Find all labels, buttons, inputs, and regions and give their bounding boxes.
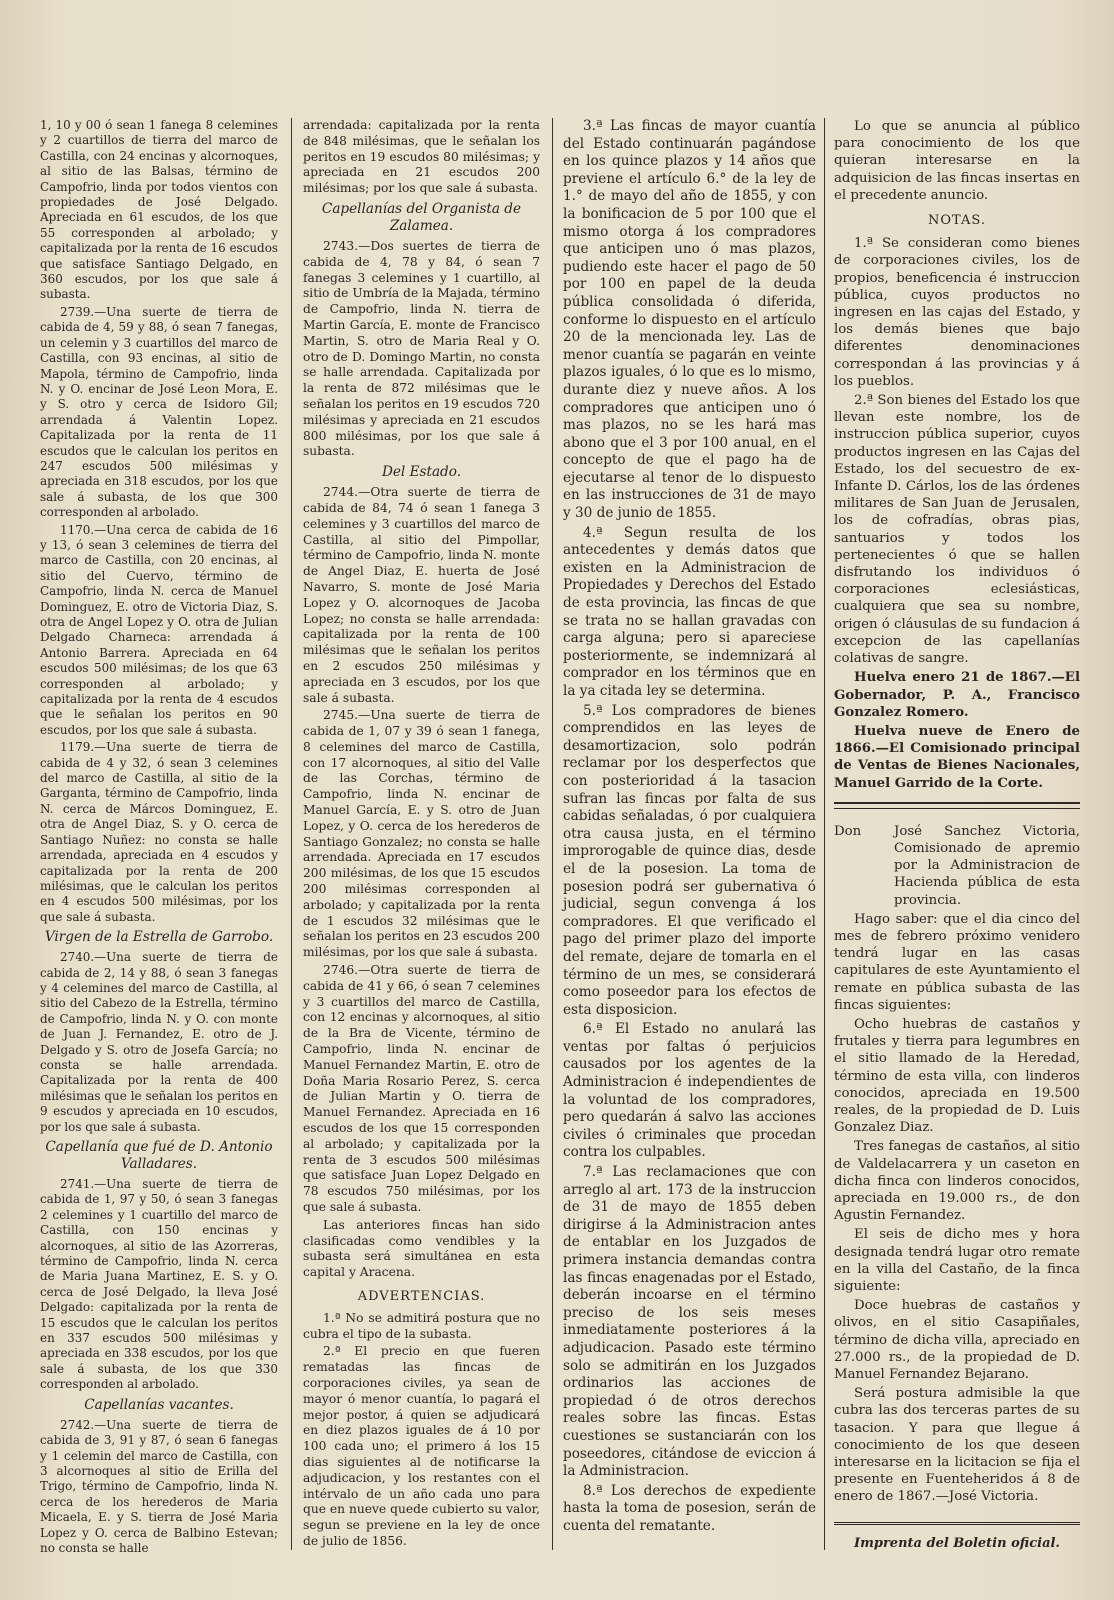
paragraph: 1, 10 y 00 ó sean 1 fanega 8 celemines y 2 cuartillos de tierra del marco de Castilla, con 24 encinas y alcornoques, al sitio de las Balsas, término de Campofrio, linda por todos vientos con propiedades de José Delgado. Apreciada en 61 escudos, de los que 55 corresponden al arbolado; y capitalizada por la renta de 16 escudos que satisface Santiago Delgado, en 360 escudos, por los que sale á subasta.: [40, 118, 279, 302]
column-2: [303, 118, 540, 1552]
section-heading: Virgen de la Estrella de Garrobo.: [44, 929, 274, 946]
advertencia-2: 2.ª El precio en que fueren rematadas las fincas de corporaciones civiles, ya sean de mayor ó menor cuantía, lo pagará el mejor postor, á quien se adjudicará en diez plazos iguales de á 10 por 100 cada uno; el primero á los 15 dias siguientes al de notificarse la adjudicacion, y los restantes con el intérvalo de un año cada uno para que en nueve quede cubierto su valor, segun se previene en la ley de once de julio de 1856.: [303, 1344, 540, 1548]
lot-1170: 1170.—Una cerca de cabida de 16 y 13, ó sean 3 celemines de tierra del marco de Castilla, con 20 encinas, al sitio del Cuervo, término de Campofrio, linda N. cerca de Manuel Dominguez, E. otro de Victoria Diaz, S. otra de Angel Lopez y O. otra de Julian Delgado Charneca: arrendada á Antonio Barrera. Apreciada en 64 escudos 500 milésimas; de los que 63 corresponden al arbolado; y capitalizada por la renta de 4 escudos que le señalan los peritos en 90 escudos, por los que sale á subasta.: [40, 522, 278, 737]
lot-2741: 2741.—Una suerte de tierra de cabida de 1, 97 y 50, ó sean 3 fanegas 2 celemines y 1 cuartillo del marco de Castilla, con 150 encinas y alcornoques, al sitio de las Azorreras, término de Campofrio, linda N. cerca de Maria Juana Martinez, E. S. y O. cerca de José Delgado, la lleva José Delgado: capitalizada por la renta de 15 escudos que le calculan los peritos en 337 escudos 500 milésimas y apreciada en 338 escudos, por los que sale á subasta, de los que 330 corresponden al arbolado.: [40, 1177, 278, 1392]
column-3: [563, 118, 816, 1538]
paragraph: Será postura admisible la que cubra las dos terceras partes de su tasacion. Y para que llegue á conocimiento de los que deseen interesarse en la licitacion se fija el presente en Fuenteheridos á 8 de enero de 1867.—José Victoria.: [834, 1386, 1080, 1505]
paragraph: El seis de dicho mes y hora designada tendrá lugar otro remate en la villa del Castaño, de la finca siguiente:: [834, 1227, 1080, 1294]
column-4: [834, 118, 1080, 1552]
advertencia-1: 1.ª No se admitirá postura que no cubra el tipo de la subasta.: [303, 1310, 540, 1341]
advertencia-5: 5.ª Los compradores de bienes comprendidos en las leyes de desamortizacion, solo podrán reclamar por los desperfectos que con posterioridad á la tasacion sufran las fincas por falta de sus cabidas señaladas, ó por cualquiera otra causa justa, en el término improrogable de quince dias, desde el de la posesion. La toma de posesion podrá ser gubernativa ó judicial, segun convenga á los compradores. El que verificado el pago del primer plazo del importe del remate, dejare de tomarla en el término de un mes, se considerará como poseedor para los efectos de esta disposicion.: [563, 702, 816, 1018]
column-rule: [824, 118, 825, 1550]
lot-1179: 1179.—Una suerte de tierra de cabida de 4 y 32, ó sean 3 celemines del marco de Castilla, al sitio de la Garganta, término de Campofrio, linda N. cerca de Márcos Dominguez, E. otra de Angel Diaz, S. y O. cerca de Santiago Nuñez: no consta se halle arrendada, apreciada en 4 escudos y capitalizada por la renta de 200 milésimas, que le calculan los peritos en 4 escudos 500 milésimas, por los que sale á subasta.: [40, 740, 278, 924]
section-heading: Capellanía que fué de D. Antonio Valladares.: [45, 1139, 273, 1172]
section-heading: Capellanías vacantes.: [84, 1396, 234, 1413]
lot-2740: 2740.—Una suerte de tierra de cabida de 2, 14 y 88, ó sean 3 fanegas y 4 celemines del marco de Castilla, al sitio del Cabezo de la Estrella, término de Campofrio, linda N. y O. con monte de Juan J. Fernandez, E. otro de J. Delgado y S. otro de Josefa García; no consta se halle arrendada. Capitalizada por la renta de 400 milésimas que le señalan los peritos en 9 escudos y apreciada en 10 escudos, por los que sale á subasta.: [40, 950, 278, 1134]
paragraph: [834, 823, 1080, 909]
notas-heading: NOTAS.: [928, 213, 986, 229]
paragraph: arrendada: capitalizada por la renta de 848 milésimas, que le señalan los peritos en 19 escudos 80 milésimas; y apreciada en 21 escudos 200 milésimas; por los que sale á subasta.: [303, 118, 540, 196]
lead-word: Don: [834, 823, 862, 839]
column-1: [40, 118, 278, 1558]
paragraph: Las anteriores fincas han sido clasificadas como vendibles y la subasta será simultánea en esta capital y Aracena.: [303, 1217, 540, 1280]
advertencia-8: 8.ª Los derechos de expediente hasta la toma de posesion, serán de cuenta del rematante.: [563, 1482, 816, 1534]
nota-1: 1.ª Se consideran como bienes de corporaciones civiles, los de propios, beneficencia é instruccion pública, cuyos productos no ingresen en las cajas del Estado, y los demás bienes que bajo diferentes denominaciones correspondan á las provincias y á los pueblos.: [834, 236, 1080, 389]
paragraph: Hago saber: que el dia cinco del mes de febrero próximo venidero tendrá lugar en las casas capitulares de este Ayuntamiento el remate en pública subasta de las fincas siguientes:: [834, 911, 1080, 1013]
section-heading: Capellanías del Organista de Zalamea.: [321, 200, 522, 234]
advertencia-7: 7.ª Las reclamaciones que con arreglo al art. 173 de la instruccion de 31 de mayo de 1855 deben dirigirse á la Administracion antes de entablar en los Juzgados de primera instancia demandas contra las fincas enagenadas por el Estado, deberán incoarse en el término preciso de los seis meses inmediatamente posteriores á la adjudicacion. Pasado este término solo se admitirán en los Juzgados ordinarios las acciones de propiedad ó de otros derechos reales sobre las fincas. Estas cuestiones se sustanciarán con los poseedores, citándose de eviccion á la Administracion.: [563, 1164, 816, 1480]
column-rule: [291, 118, 292, 1550]
paragraph: Doce huebras de castaños y olivos, en el sitio Casapiñales, término de dicha villa, apreciado en 27.000 rs., de la propiedad de D. Manuel Fernandez Bejarano.: [834, 1298, 1080, 1383]
lot-2742: 2742.—Una suerte de tierra de cabida de 3, 91 y 87, ó sean 6 fanegas y 1 celemin del marco de Castilla, con 3 alcornoques al sitio de Erilla del Trigo, término de Campofrio, linda N. cerca de los herederos de Maria Micaela, E. y S. tierra de José Maria Lopez y O. cerca de Balbino Estevan; no consta se halle: [40, 1417, 278, 1555]
paragraph: Lo que se anuncia al público para conocimiento de los que quieran interesarse en la adquisicion de las fincas insertas en el precedente anuncio.: [834, 119, 1080, 203]
advertencias-heading: ADVERTENCIAS.: [357, 1288, 486, 1304]
signature: Huelva enero 21 de 1867.—El Gobernador, P. A., Francisco Gonzalez Romero.: [834, 670, 1080, 720]
paragraph: Ocho huebras de castaños y frutales y tierra para legumbres en el sitio llamado de la Heredad, término de esta villa, con linderos conocidos, apreciada en 19.500 reales, de la propiedad de D. Luis Gonzalez Diaz.: [834, 1016, 1080, 1136]
lot-2739: 2739.—Una suerte de tierra de cabida de 4, 59 y 88, ó sean 7 fanegas, un celemin y 3 cuartillos del marco de Castilla, con 93 encinas, al sitio de Mapola, término de Campofrio, linda N. y O. encinar de José Leon Mora, E. y S. otro y cerca de Isidoro Gil; arrendada á Valentin Lopez. Capitalizada por la renta de 11 escudos que le calculan los peritos en 247 escudos 500 milésimas y apreciada en 318 escudos, por los que sale á subasta, de los que 300 corresponden al arbolado.: [40, 304, 278, 520]
signature: Huelva nueve de Enero de 1866.—El Comisionado principal de Ventas de Bienes Nacionales, Manuel Garrido de la Corte.: [834, 723, 1080, 791]
text: José Sanchez Victoria, Comisionado de apremio por la Administracion de Hacienda pública de esta provincia.: [894, 823, 1080, 908]
column-rule: [552, 118, 553, 1550]
lot-2746: 2746.—Otra suerte de tierra de cabida de 41 y 66, ó sean 7 celemines y 3 cuartillos del marco de Castilla, con 12 encinas y alcornoques, al sitio de la Bra de Vicente, término de Campofrio, linda N. encinar de Manuel Fernandez Martin, E. otro de Doña Maria Rosario Perez, S. cerca de Julian Martin y O. tierra de Manuel Fernandez. Apreciada en 16 escudos de los que 15 corresponden al arbolado; y capitalizada por la renta de 3 escudos 500 milésimas que satisface Juan Lopez Delgado en 78 escudos 750 milésimas, por los que sale á subasta.: [303, 963, 540, 1214]
section-heading: Del Estado.: [381, 464, 462, 481]
paragraph: Tres fanegas de castaños, al sitio de Valdelacarrera y un caseton en dicha finca con linderos conocidos, apreciada en 19.000 rs., de don Agustin Fernandez.: [834, 1139, 1080, 1224]
lot-2744: 2744.—Otra suerte de tierra de cabida de 84, 74 ó sean 1 fanega 3 celemines y 3 cuartillos del marco de Castilla, al sitio del Pimpollar, término de Campofrio, linda N. monte de Angel Diaz, E. huerta de José Navarro, S. monte de José Maria Lopez y O. alcornoques de Jacoba Lopez; no consta se halle arrendada: capitalizada por la renta de 100 milésimas que le señalan los peritos en 2 escudos 250 milésimas y apreciada en 3 escudos, por los que sale á subasta.: [303, 485, 540, 705]
advertencia-3: 3.ª Las fincas de mayor cuantía del Estado continuarán pagándose en los quince plazos y 14 años que previene el artículo 6.° de la ley de 1.° de mayo del año de 1855, y con la bonificacion de 5 por 100 que el mismo otorga á los compradores que anticipen uno ó mas plazos, pudiendo este hacer el pago de 50 por 100 en papel de la deuda pública consolidada ó diferida, conforme lo dispuesto en el artículo 20 de la mencionada ley. Las de menor cuantía se pagarán en veinte plazos iguales, ó lo que es lo mismo, durante diez y nueve años. A los compradores que anticipen uno ó mas plazos, no se les hará mas abono que el 3 por 100 anual, en el concepto de que el pago ha de ejecutarse al tenor de lo dispuesto en las instrucciones de 31 de mayo y 30 de junio de 1855.: [563, 118, 816, 522]
advertencia-4: 4.ª Segun resulta de los antecedentes y demás datos que existen en la Administracion de Propiedades y Derechos del Estado de esta provincia, las fincas de que se trata no se hallan gravadas con carga alguna; pero si apareciese posteriormente, se indemnizará al comprador en los términos que en la ya citada ley se determina.: [563, 524, 816, 699]
lot-2745: 2745.—Una suerte de tierra de cabida de 1, 07 y 39 ó sean 1 fanega, 8 celemines del marco de Castilla, con 17 alcornoques, al sitio del Valle de las Corchas, término de Campofrio, linda N. encinar de Manuel García, E. y S. otro de Juan Lopez, y O. cerca de los herederos de Santiago Gonzalez; no consta se halle arrendada. Apreciada en 17 escudos 200 milésimas, de los que 15 escudos 200 milésimas corresponden al arbolado; y capitalizada por la renta de 1 escudos 32 milésimas que le señalan los peritos en 23 escudos 200 milésimas, por los que sale á subasta.: [303, 708, 540, 960]
advertencia-6: 6.ª El Estado no anulará las ventas por faltas ó perjuicios causados por los agentes de la Administracion é independientes de la voluntad de los compradores, pero quedarán á salvo las acciones civiles ó criminales que procedan contra los culpables.: [563, 1021, 816, 1161]
lot-2743: 2743.—Dos suertes de tierra de cabida de 4, 78 y 84, ó sean 7 fanegas 3 celemines y 1 cuartillo, al sitio de Umbría de la Majada, término de Campofrio, linda N. tierra de Martin García, E. monte de Francisco Martin, S. otro de Maria Real y O. otro de D. Domingo Martin, no consta se halle arrendada. Capitalizada por la renta de 872 milésimas que le señalan los peritos en 19 escudos 720 milésimas y apreciada en 21 escudos 800 milésimas, por los que sale á subasta.: [303, 238, 540, 459]
printer-imprint: Imprenta del Boletin oficial.: [834, 1522, 1080, 1552]
nota-2: 2.ª Son bienes del Estado los que llevan este nombre, los de instruccion pública superior, cuyos productos ingresen en las Cajas del Estado, los del secuestro de ex-Infante D. Cárlos, los de las órdenes militares de San Juan de Jerusalen, los de cofradías, obras pias, santuarios y todos los pertenecientes ó que se hallen disfrutando los individuos ó corporaciones eclesiásticas, cualquiera que sea su nombre, origen ó cláusulas de su fundacion á excepcion de las capellanías colativas de sangre.: [834, 393, 1080, 667]
separator: [834, 802, 1080, 809]
